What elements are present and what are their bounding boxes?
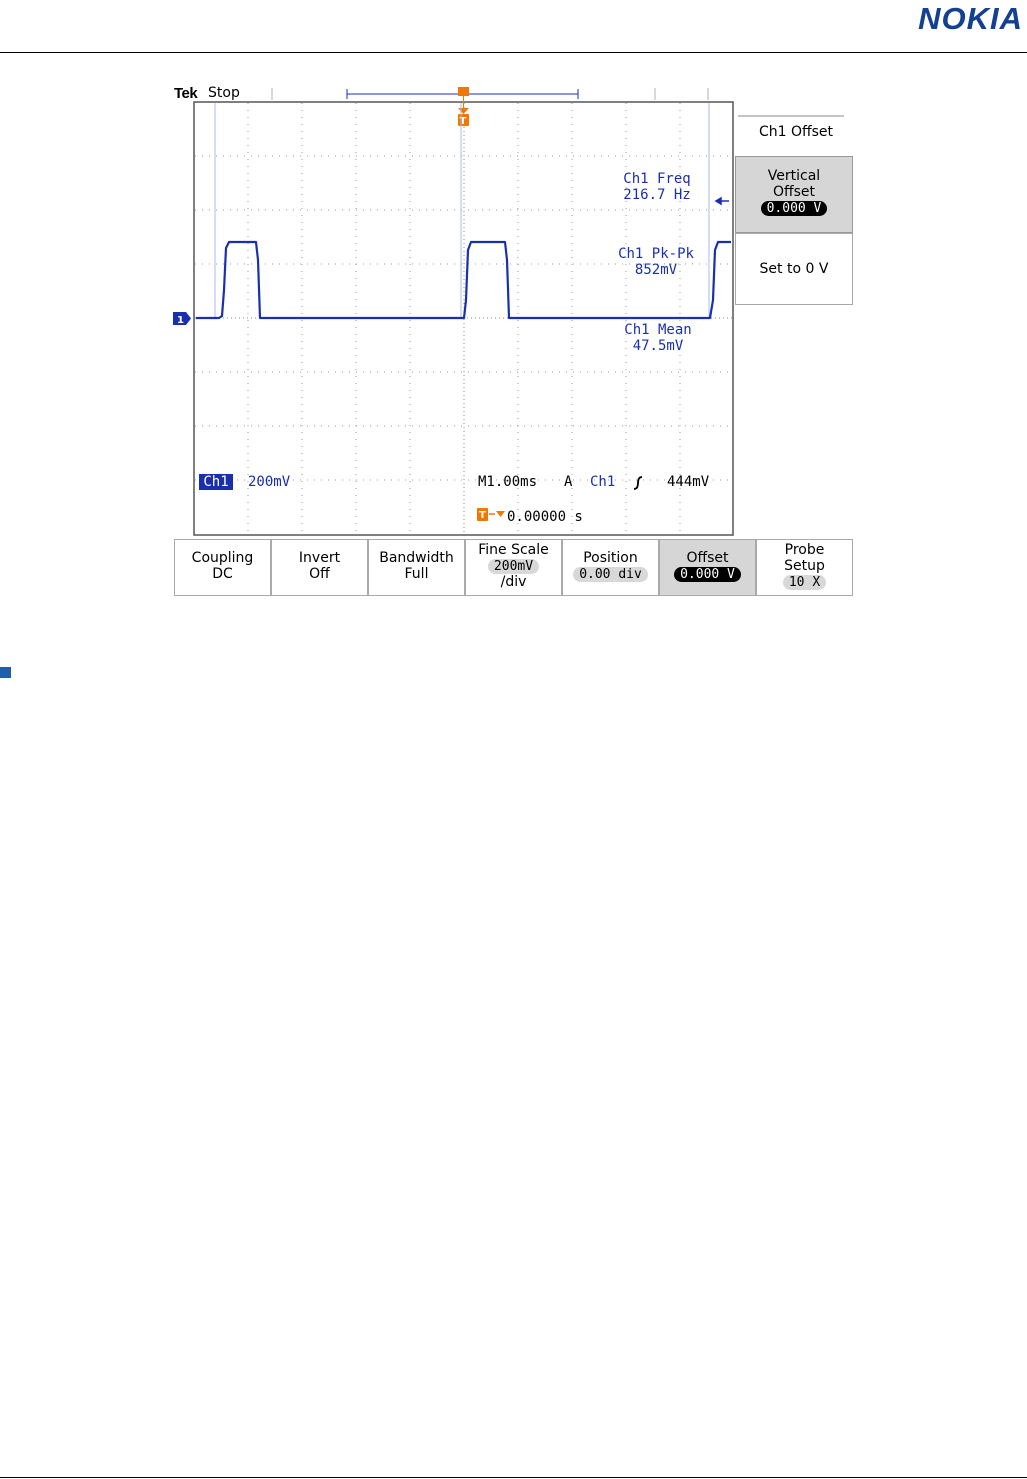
trigger-position: 0.00000 s — [507, 509, 583, 525]
coupling-button[interactable] — [174, 539, 271, 596]
bandwidth-label: Bandwidth — [379, 550, 454, 566]
probe-label: Probe — [784, 542, 825, 558]
set-to-zero-button[interactable] — [735, 233, 853, 305]
vertical-offset-label-2: Offset — [772, 184, 816, 200]
footer-rule — [0, 1477, 1027, 1478]
bandwidth-button[interactable] — [368, 539, 465, 596]
bottom-menu — [174, 539, 854, 596]
position-button[interactable] — [562, 539, 659, 596]
pkpk-value: 852mV — [634, 262, 678, 278]
mean-value: 47.5mV — [632, 338, 684, 354]
ch1-indicator: Ch1 — [203, 474, 229, 490]
set-to-zero-label: Set to 0 V — [759, 261, 829, 277]
freq-label: Ch1 Freq — [623, 171, 691, 187]
freq-value: 216.7 Hz — [623, 187, 691, 203]
fine-scale-button[interactable] — [465, 539, 562, 596]
position-value: 0.00 div — [573, 567, 648, 582]
position-label: Position — [583, 550, 638, 566]
side-menu-title: Ch1 Offset — [758, 124, 834, 140]
vertical-offset-label-1: Vertical — [767, 168, 821, 184]
section-bullet-icon — [0, 667, 11, 678]
pkpk-label: Ch1 Pk-Pk — [618, 246, 694, 262]
bandwidth-value: Full — [404, 566, 429, 582]
vertical-offset-button[interactable] — [735, 156, 853, 233]
invert-value: Off — [309, 566, 330, 582]
volts-per-div: 200mV — [248, 474, 291, 490]
trigger-mode: A — [564, 474, 573, 490]
nokia-logo: NOKIA — [918, 1, 1023, 36]
probe-value: 10 X — [783, 575, 826, 590]
offset-button[interactable] — [659, 539, 756, 596]
fine-scale-unit: /div — [500, 574, 527, 590]
coupling-value: DC — [212, 566, 233, 582]
invert-button[interactable] — [271, 539, 368, 596]
trigger-source: Ch1 — [590, 474, 616, 490]
invert-label: Invert — [298, 550, 341, 566]
svg-text:T: T — [479, 510, 486, 521]
timebase: M1.00ms — [478, 474, 538, 490]
side-menu-frame — [0, 0, 1027, 620]
vertical-offset-value: 0.000 V — [761, 201, 828, 216]
offset-label: Offset — [686, 550, 729, 566]
ch1-marker-label: 1 — [177, 315, 184, 326]
coupling-label: Coupling — [191, 550, 254, 566]
tek-brand: Tek — [174, 85, 198, 102]
acquisition-status: Stop — [208, 85, 240, 101]
fine-scale-value: 200mV — [488, 559, 539, 574]
fine-scale-label: Fine Scale — [478, 542, 549, 558]
mean-label: Ch1 Mean — [624, 322, 692, 338]
probe-setup-label: Setup — [784, 558, 825, 574]
trigger-level: 444mV — [667, 474, 710, 490]
offset-value: 0.000 V — [674, 567, 741, 582]
probe-setup-button[interactable] — [756, 539, 853, 596]
trigger-marker-label: T — [459, 116, 467, 127]
